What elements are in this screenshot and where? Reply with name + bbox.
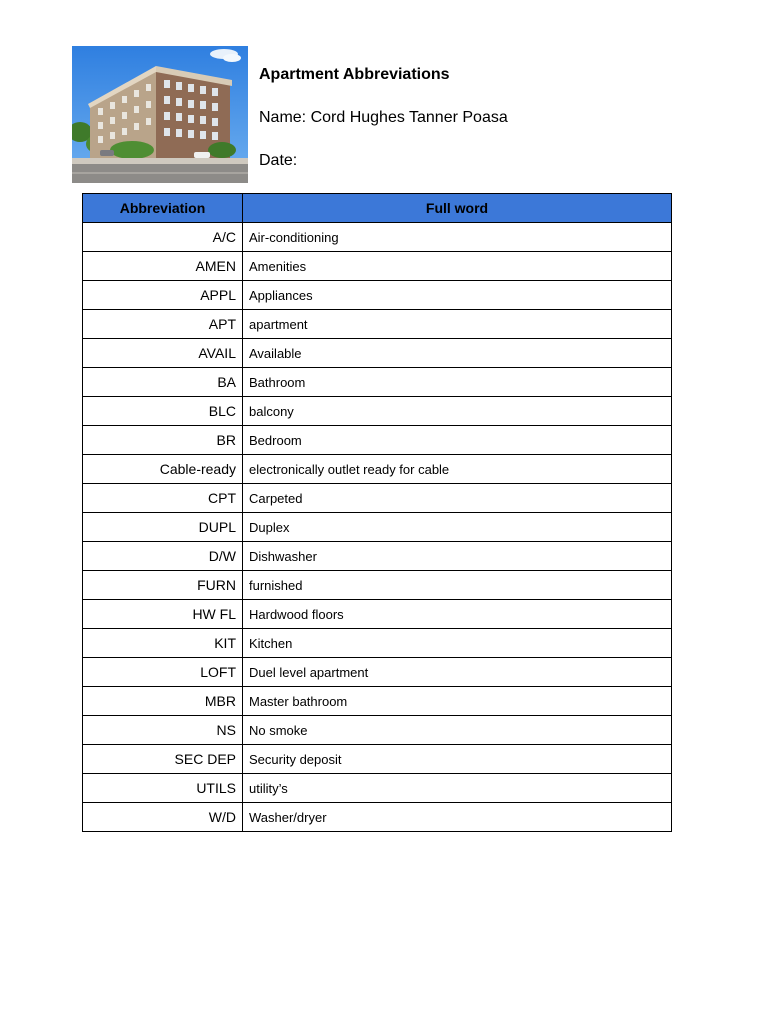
table-row: [83, 397, 672, 426]
abbreviation-cell: KIT: [83, 629, 243, 658]
table-header-row: [83, 194, 672, 223]
table-row: [83, 716, 672, 745]
table-row: [83, 687, 672, 716]
full-word-cell: balcony: [243, 397, 672, 426]
table-row: [83, 310, 672, 339]
table-row: [83, 281, 672, 310]
full-word-cell: Available: [243, 339, 672, 368]
abbreviation-cell: W/D: [83, 803, 243, 832]
abbreviation-cell: BA: [83, 368, 243, 397]
name-line: Name: Cord Hughes Tanner Poasa: [259, 109, 508, 126]
abbreviation-cell: MBR: [83, 687, 243, 716]
table-row: [83, 571, 672, 600]
full-word-cell: Carpeted: [243, 484, 672, 513]
full-word-cell: Security deposit: [243, 745, 672, 774]
column-header-abbreviation: Abbreviation: [83, 194, 243, 223]
document-header: [259, 64, 508, 172]
table-row: [83, 629, 672, 658]
apartment-building-image: [72, 46, 248, 183]
apartment-building-photo: [72, 46, 248, 183]
abbreviation-cell: SEC DEP: [83, 745, 243, 774]
full-word-cell: Washer/dryer: [243, 803, 672, 832]
full-word-cell: Amenities: [243, 252, 672, 281]
full-word-cell: Bedroom: [243, 426, 672, 455]
abbreviation-cell: APPL: [83, 281, 243, 310]
abbreviation-cell: CPT: [83, 484, 243, 513]
abbreviation-cell: NS: [83, 716, 243, 745]
abbreviation-cell: AVAIL: [83, 339, 243, 368]
abbreviation-cell: Cable-ready: [83, 455, 243, 484]
table-row: [83, 339, 672, 368]
table-row: [83, 252, 672, 281]
abbreviation-cell: DUPL: [83, 513, 243, 542]
full-word-cell: Duplex: [243, 513, 672, 542]
table-row: [83, 542, 672, 571]
table-row: [83, 368, 672, 397]
column-header-full-word: Full word: [243, 194, 672, 223]
full-word-cell: utility’s: [243, 774, 672, 803]
table-row: [83, 426, 672, 455]
abbreviation-cell: BR: [83, 426, 243, 455]
document-title: Apartment Abbreviations: [259, 66, 450, 83]
table-row: [83, 745, 672, 774]
full-word-cell: Appliances: [243, 281, 672, 310]
abbreviation-cell: UTILS: [83, 774, 243, 803]
table-row: [83, 600, 672, 629]
full-word-cell: furnished: [243, 571, 672, 600]
abbreviation-cell: LOFT: [83, 658, 243, 687]
abbreviation-cell: A/C: [83, 223, 243, 252]
full-word-cell: No smoke: [243, 716, 672, 745]
abbreviation-cell: BLC: [83, 397, 243, 426]
date-line: Date:: [259, 152, 298, 169]
full-word-cell: apartment: [243, 310, 672, 339]
full-word-cell: Master bathroom: [243, 687, 672, 716]
table-row: [83, 774, 672, 803]
full-word-cell: Dishwasher: [243, 542, 672, 571]
abbreviation-cell: FURN: [83, 571, 243, 600]
abbreviation-cell: APT: [83, 310, 243, 339]
table-row: [83, 513, 672, 542]
table-row: [83, 484, 672, 513]
full-word-cell: Duel level apartment: [243, 658, 672, 687]
full-word-cell: Hardwood floors: [243, 600, 672, 629]
abbreviation-cell: D/W: [83, 542, 243, 571]
full-word-cell: Bathroom: [243, 368, 672, 397]
full-word-cell: electronically outlet ready for cable: [243, 455, 672, 484]
abbreviation-cell: AMEN: [83, 252, 243, 281]
table-row: [83, 455, 672, 484]
full-word-cell: Air-conditioning: [243, 223, 672, 252]
table-row: [83, 658, 672, 687]
abbreviation-cell: HW FL: [83, 600, 243, 629]
abbreviation-table: [82, 193, 672, 832]
table-row: [83, 803, 672, 832]
full-word-cell: Kitchen: [243, 629, 672, 658]
table-row: [83, 223, 672, 252]
